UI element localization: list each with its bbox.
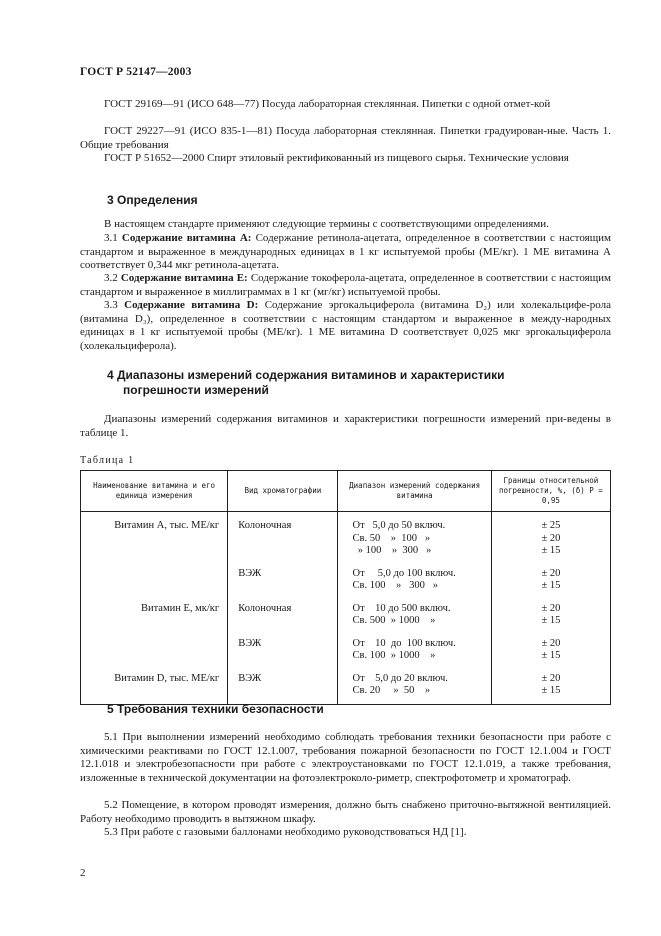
reference-gost-51652: ГОСТ Р 51652—2000 Спирт этиловый ректификованный из пищевого сырья. Технические условия [104,152,569,164]
safety-item-5-1: 5.1 При выполнении измерений необходимо соблюдать требования техники безопасности при работе с химическими реактивами по ГОСТ 12.1.007, требования пожарной безопасности по ГОСТ 12.1.004 и ГОСТ 12.1.018 и электробезопасности при работе с электроустановками по ГОСТ 12.1.019, а также требования, изложенные в технической документации на фотоэлектроколо-риметр, спектрофотометр и хроматограф. [80,731,611,784]
error-line: ± 15 [541,615,561,626]
cell-error [491,663,610,705]
section-5-title: 5 Требования техники безопасности [107,702,324,716]
range-line: От 5,0 до 20 включ. [352,672,448,684]
cell-vitamin: Витамин D, тыс. МЕ/кг [81,663,228,705]
section-4-title-line1: 4 Диапазоны измерений содержания витаминов и характеристики [107,368,505,382]
cell-vitamin: Витамин Е, мк/кг [81,593,228,628]
table-header-row [81,471,611,512]
section-4-intro: Диапазоны измерений содержания витаминов и характеристики погрешности измерений при-ведены в таблице 1. [80,413,611,439]
definition-term: Содержание витамина А: [121,232,252,244]
range-line: Св. 20 » 50 » [352,685,431,696]
cell-error [491,593,610,628]
range-line: От 10 до 500 включ. [352,602,451,614]
safety-item-5-2: 5.2 Помещение, в котором проводят измерения, должно быть снабжено приточно-вытяжной вентиляцией. Работу необходимо проводить в вытяжном шкафу. [80,799,611,825]
definition-text: Содержание токоферола-ацетата, определенное в соответствии с настоящим стандартом и выраженное в миллиграммах в 1 кг (мг/кг) испытуемой пробы. [80,272,612,298]
definition-number: 3.1 [104,232,118,244]
cell-range [338,593,491,628]
section-3-intro: В настоящем стандарте применяют следующие термины с соответствующими определениями. [104,218,549,230]
error-line: ± 15 [541,650,561,661]
table-row [81,593,611,628]
definition-number: 3.3 [104,299,118,311]
cell-vitamin [81,628,228,663]
document-header-code: ГОСТ Р 52147—2003 [80,66,192,78]
table-row [81,663,611,705]
table-caption: Таблица 1 [80,455,135,466]
range-line: Св. 100 » 300 » [352,580,438,591]
range-line: » 100 » 300 » [352,545,432,556]
definition-vitamin-d [80,299,611,353]
reference-gost-29227: ГОСТ 29227—91 (ИСО 835-1—81) Посуда лабораторная стеклянная. Пипетки градуирован-ные. Часть 1. Общие требования [80,125,611,151]
range-line: Св. 50 » 100 » [352,532,431,544]
error-line: ± 20 [541,532,561,544]
safety-item-5-3: 5.3 При работе с газовыми баллонами необходимо руководствоваться НД [1]. [104,826,467,838]
cell-error [491,558,610,593]
error-line: ± 15 [541,545,561,556]
range-line: Св. 100 » 1000 » [352,650,436,661]
error-line: ± 25 [541,520,561,531]
cell-chromatography: ВЭЖ [228,558,338,593]
column-header-vitamin: Наименование витамина и его единица измерения [81,471,228,512]
cell-range [338,628,491,663]
definition-text: Содержание эргокальциферола (витамина D₂) или холекальцифе-рола (витамина D₃), определенное в соответствии с настоящим стандартом и выраженное в между-народных единицах в 1 кг испытуемой пробы (МЕ/кг). 1 МЕ витамина D соответствует 0,025 мкг эргокальциферола (холекальциферола). [80,299,611,352]
error-line: ± 15 [541,685,561,696]
cell-range [338,558,491,593]
table-row [81,512,611,558]
table-row [81,558,611,593]
cell-chromatography: Колоночная [228,593,338,628]
cell-vitamin [81,558,228,593]
section-3-title: 3 Определения [107,193,198,207]
definition-term: Содержание витамина Е: [120,272,248,284]
cell-error [491,512,610,558]
page-number: 2 [80,867,86,879]
definition-number: 3.2 [104,272,118,284]
section-4-title [107,368,505,398]
column-header-range: Диапазон измерений содержания витамина [338,471,491,512]
range-line: От 5,0 до 100 включ. [352,567,456,579]
definition-vitamin-e [80,272,611,299]
cell-chromatography: ВЭЖ [228,628,338,663]
range-line: От 5,0 до 50 включ. [352,520,446,531]
column-header-error: Границы относительной погрешности, %, (δ) P = 0,95 [491,471,610,512]
cell-range [338,512,491,558]
section-4-title-line2: погрешности измерений [123,383,269,397]
error-line: ± 15 [541,580,561,591]
cell-range [338,663,491,705]
error-line: ± 20 [541,602,561,614]
reference-gost-29169: ГОСТ 29169—91 (ИСО 648—77) Посуда лабораторная стеклянная. Пипетки с одной отмет-кой [104,98,551,110]
definition-text: Содержание ретинола-ацетата, определенное в соответствии с настоящим стандартом и выраженное в международных единицах в 1 кг испытуемой пробы (МЕ/кг). 1 МЕ витамина А соответствует 0,344 мкг ретинола-ацетата. [80,232,612,271]
cell-chromatography: ВЭЖ [228,663,338,705]
column-header-chromatography: Вид хроматографии [228,471,338,512]
cell-error [491,628,610,663]
table-body [81,512,611,705]
error-line: ± 20 [541,567,561,579]
error-line: ± 20 [541,672,561,684]
definition-term: Содержание витамина D: [124,299,259,311]
cell-chromatography: Колоночная [228,512,338,558]
definition-vitamin-a [80,232,611,273]
measurement-table [80,470,611,705]
table-row [81,628,611,663]
error-line: ± 20 [541,637,561,649]
range-line: Св. 500 » 1000 » [352,615,436,626]
range-line: От 10 до 100 включ. [352,637,456,649]
cell-vitamin: Витамин А, тыс. МЕ/кг [81,512,228,558]
